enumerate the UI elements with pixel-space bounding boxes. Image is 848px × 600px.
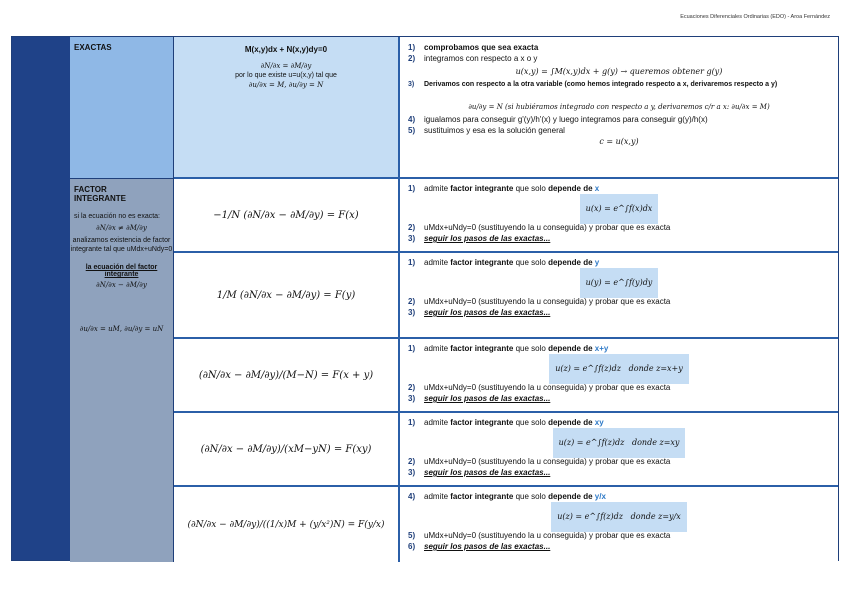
- document-header: Ecuaciones Diferenciales Ordinarias (EDO) - Aroa Fernández: [680, 14, 830, 20]
- exactas-equation-cell: [174, 37, 400, 179]
- summary-table: [11, 36, 839, 561]
- factor-steps-y-over-x: 4) admite factor integrante que solo depende de y/x u(z) = e^∫f(z)dz donde z=y/x 5) uMdx+uNdy=0 (sustituyendo la u conseguida) y probar que es exacta 6) seguir los pasos de las exactas...: [400, 487, 838, 562]
- factor-title: FACTOR INTEGRANTE: [74, 185, 126, 203]
- u-formula-x-plus-y: u(z) = e^∫f(z)dz donde z=x+y: [549, 354, 689, 384]
- exactas-condition: ∂N/∂x = ∂M/∂y: [260, 62, 312, 70]
- exactas-formula-derivative: ∂u/∂y = N (si hubiéramos integrado con respecto a y, derivaremos c/r a x: ∂u/∂x = M): [468, 103, 770, 111]
- factor-formula-x-plus-y: (∂N/∂x − ∂M/∂y)/(M−N) = F(x + y): [174, 339, 400, 413]
- exactas-u-relation: ∂u/∂x = M, ∂u/∂y = N: [248, 81, 324, 89]
- sidebar-band: [12, 37, 70, 560]
- u-formula-y: u(y) = e^∫f(y)dy: [580, 268, 659, 298]
- exactas-steps-cell: [400, 37, 838, 179]
- factor-desc-1: si la ecuación no es exacta:: [74, 213, 160, 220]
- factor-formula-y: 1/M (∂N/∂x − ∂M/∂y) = F(y): [174, 253, 400, 339]
- factor-steps-y: 1) admite factor integrante que solo depende de y u(y) = e^∫f(y)dy 2) uMdx+uNdy=0 (sustituyendo la u conseguida) y probar que es exacta 3) seguir los pasos de las exactas...: [400, 253, 838, 339]
- exactas-condition-text: por lo que existe u=u(x,y) tal que: [235, 72, 337, 79]
- factor-formula-xy: (∂N/∂x − ∂M/∂y)/(xM−yN) = F(xy): [174, 413, 400, 487]
- exactas-step-5: 5) sustituimos y esa es la solución general: [408, 126, 565, 135]
- factor-formula-y-over-x: (∂N/∂x − ∂M/∂y)/((1/x)M + (y/x²)N) = F(y/x): [174, 487, 400, 562]
- factor-inequality: ∂N/∂x ≠ ∂M/∂y: [96, 224, 147, 232]
- exactas-step-3: 3) Derivamos con respecto a la otra variable (como hemos integrado respecto a x, derivaremos respecto a y): [408, 81, 778, 88]
- factor-eq-title: la ecuación del factor integrante: [85, 264, 158, 278]
- u-formula-xy: u(z) = e^∫f(z)dz donde z=xy: [553, 428, 686, 458]
- factor-formula-x: −1/N (∂N/∂x − ∂M/∂y) = F(x): [174, 179, 400, 253]
- exactas-step-2: 2) integramos con respecto a x o y: [408, 54, 538, 63]
- u-formula-x: u(x) = e^∫f(x)dx: [580, 194, 659, 224]
- exactas-step-4: 4) igualamos para conseguir g'(y)/h'(x) y luego integramos para conseguir g(y)/h(x): [408, 115, 708, 124]
- factor-u-relation: ∂u/∂x = uM, ∂u/∂y = uN: [79, 325, 164, 333]
- exactas-title: EXACTAS: [74, 43, 112, 52]
- factor-steps-x-plus-y: 1) admite factor integrante que solo depende de x+y u(z) = e^∫f(z)dz donde z=x+y 2) uMdx+uNdy=0 (sustituyendo la u conseguida) y probar que es exacta 3) seguir los pasos de las exactas...: [400, 339, 838, 413]
- u-formula-y-over-x: u(z) = e^∫f(z)dz donde z=y/x: [551, 502, 687, 532]
- exactas-step-1: 1) comprobamos que sea exacta: [408, 43, 539, 52]
- exactas-formula-integral: u(x,y) = ∫M(x,y)dx + g(y) → queremos obtener g(y): [515, 67, 723, 76]
- exactas-general-solution: c = u(x,y): [599, 137, 639, 146]
- factor-label-cell: [70, 179, 174, 562]
- factor-steps-xy: 1) admite factor integrante que solo depende de xy u(z) = e^∫f(z)dz donde z=xy 2) uMdx+uNdy=0 (sustituyendo la u conseguida) y probar que es exacta 3) seguir los pasos de las exactas...: [400, 413, 838, 487]
- factor-eq-expr: ∂N/∂x − ∂M/∂y: [96, 281, 147, 289]
- factor-desc-2: analizamos existencia de factor integrante tal que uMdx+uNdy=0: [70, 237, 173, 253]
- factor-steps-x: 1) admite factor integrante que solo depende de x u(x) = e^∫f(x)dx 2) uMdx+uNdy=0 (sustituyendo la u conseguida) y probar que es exacta 3) seguir los pasos de las exactas...: [400, 179, 838, 253]
- exactas-label-cell: [70, 37, 174, 179]
- exactas-equation: M(x,y)dx + N(x,y)dy=0: [244, 45, 328, 54]
